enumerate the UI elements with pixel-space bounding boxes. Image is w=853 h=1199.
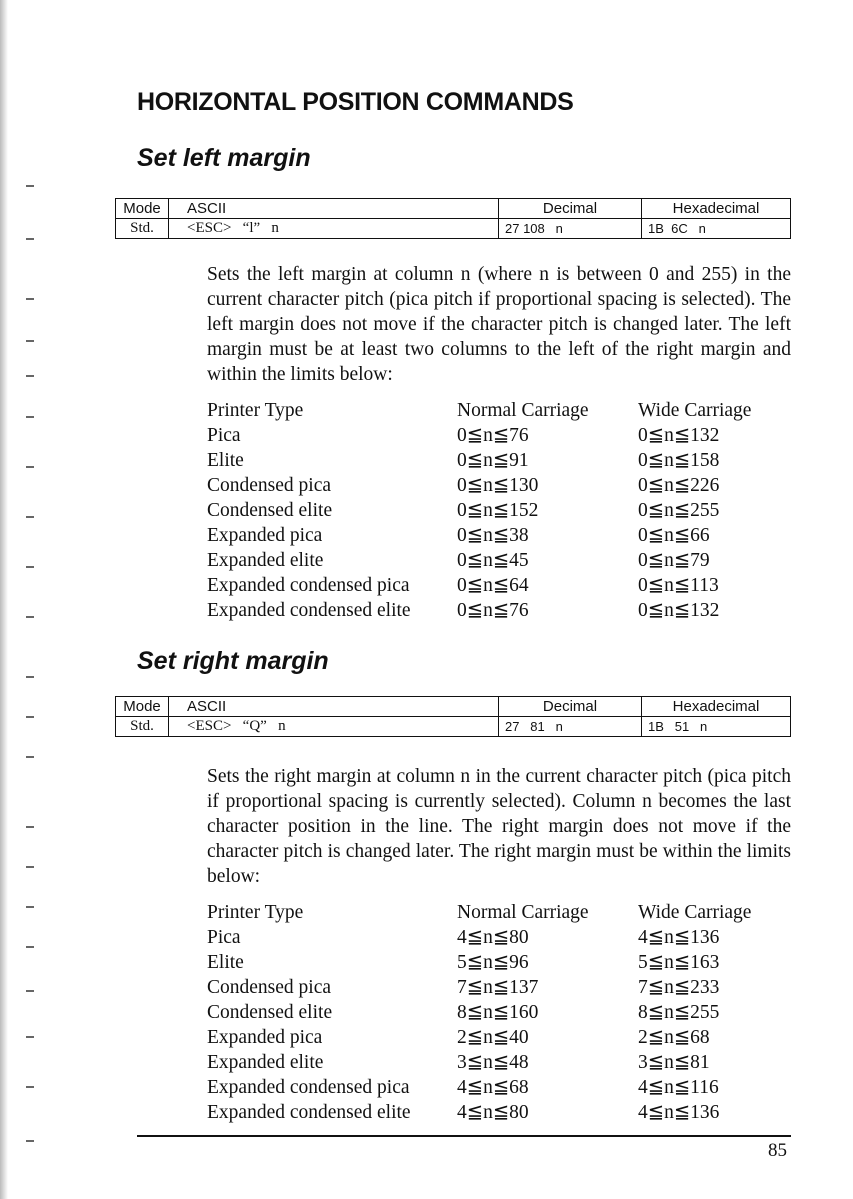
scan-artifact	[26, 238, 34, 240]
normal-carriage: 0≦n≦76	[457, 425, 529, 446]
wide-carriage: 5≦n≦163	[638, 952, 720, 973]
limits-table-left-margin	[207, 398, 751, 623]
limits-row	[207, 423, 751, 448]
limits-header-row	[207, 398, 751, 423]
scan-artifact	[26, 826, 34, 828]
limits-row	[207, 573, 751, 598]
normal-carriage: 0≦n≦130	[457, 475, 539, 496]
limits-row	[207, 1050, 751, 1075]
cell-mode: Std.	[116, 219, 169, 239]
cell-ascii: <ESC> “l” n	[169, 219, 499, 239]
wide-carriage: 0≦n≦255	[638, 500, 720, 521]
description-right-margin: Sets the right margin at column n in the current character pitch (pica pitch if proportional spacing is currently selected). Column n becomes the last character position in the line. The right margin does not move if the character pitch is changed later. The right margin must be within the limits below:	[207, 766, 791, 887]
scan-artifact	[26, 1140, 34, 1142]
limits-row	[207, 1075, 751, 1100]
normal-carriage: 7≦n≦137	[457, 977, 539, 998]
page-number: 85	[768, 1140, 787, 1161]
normal-carriage: 2≦n≦40	[457, 1027, 529, 1048]
printer-type: Condensed pica	[207, 977, 332, 998]
wide-carriage: 0≦n≦79	[638, 550, 710, 571]
wide-carriage: 0≦n≦66	[638, 525, 710, 546]
scan-artifact	[26, 866, 34, 868]
normal-carriage: 3≦n≦48	[457, 1052, 529, 1073]
command-table-left-margin	[115, 198, 791, 239]
scan-artifact	[26, 616, 34, 618]
cell-mode: Std.	[116, 717, 169, 737]
footer-rule	[137, 1135, 791, 1137]
limits-row	[207, 925, 751, 950]
printer-type: Printer Type	[207, 902, 304, 923]
wide-carriage: 4≦n≦116	[638, 1077, 719, 1098]
header-decimal: Decimal	[499, 697, 642, 717]
wide-carriage: 4≦n≦136	[638, 1102, 720, 1123]
normal-carriage: 8≦n≦160	[457, 1002, 539, 1023]
wide-carriage: 0≦n≦226	[638, 475, 720, 496]
scan-artifact	[26, 676, 34, 678]
scan-artifact	[26, 946, 34, 948]
wide-carriage: 0≦n≦158	[638, 450, 720, 471]
limits-row	[207, 1025, 751, 1050]
printer-type: Expanded condensed elite	[207, 600, 411, 621]
cell-ascii: <ESC> “Q” n	[169, 717, 499, 737]
wide-carriage: 0≦n≦132	[638, 425, 720, 446]
printer-type: Condensed elite	[207, 500, 333, 521]
scan-artifact	[26, 1086, 34, 1088]
printer-type: Expanded elite	[207, 550, 324, 571]
printer-type: Pica	[207, 927, 241, 948]
limits-row	[207, 448, 751, 473]
scan-artifact	[26, 1036, 34, 1038]
printer-type: Expanded pica	[207, 1027, 323, 1048]
wide-carriage: 0≦n≦113	[638, 575, 719, 596]
scan-artifact	[26, 185, 34, 187]
scan-artifact	[26, 566, 34, 568]
printer-type: Condensed elite	[207, 1002, 333, 1023]
limits-row	[207, 950, 751, 975]
scan-artifact	[26, 756, 34, 758]
wide-carriage: 7≦n≦233	[638, 977, 720, 998]
printer-type: Elite	[207, 952, 244, 973]
printer-type: Expanded condensed pica	[207, 1077, 410, 1098]
cell-hex: 1B 6C n	[642, 219, 791, 239]
cell-decimal: 27 108 n	[499, 219, 642, 239]
normal-carriage: 0≦n≦38	[457, 525, 529, 546]
scan-artifact	[26, 416, 34, 418]
scan-artifact	[26, 716, 34, 718]
header-decimal: Decimal	[499, 199, 642, 219]
binding-edge	[0, 0, 8, 1199]
printer-type: Expanded elite	[207, 1052, 324, 1073]
description-left-margin: Sets the left margin at column n (where n is between 0 and 255) in the current character pitch (pica pitch if proportional spacing is selected). The left margin does not move if the character pitch is changed later. The left margin must be at least two columns to the left of the right margin and within the limits below:	[207, 264, 791, 385]
scan-artifact	[26, 990, 34, 992]
normal-carriage: 4≦n≦68	[457, 1077, 529, 1098]
scan-artifact	[26, 340, 34, 342]
printer-type: Printer Type	[207, 400, 304, 421]
limits-row	[207, 1100, 751, 1125]
scan-artifact	[26, 298, 34, 300]
printer-type: Elite	[207, 450, 244, 471]
printer-type: Expanded pica	[207, 525, 323, 546]
limits-row	[207, 523, 751, 548]
wide-carriage: Wide Carriage	[638, 902, 752, 923]
wide-carriage: 2≦n≦68	[638, 1027, 710, 1048]
normal-carriage: 0≦n≦76	[457, 600, 529, 621]
limits-table-right-margin	[207, 900, 751, 1125]
wide-carriage: Wide Carriage	[638, 400, 752, 421]
limits-row	[207, 548, 751, 573]
section-heading-right-margin: Set right margin	[137, 647, 329, 675]
normal-carriage: 0≦n≦152	[457, 500, 539, 521]
normal-carriage: 4≦n≦80	[457, 1102, 529, 1123]
header-ascii: ASCII	[169, 199, 499, 219]
limits-header-row	[207, 900, 751, 925]
normal-carriage: 5≦n≦96	[457, 952, 529, 973]
normal-carriage: 0≦n≦45	[457, 550, 529, 571]
wide-carriage: 8≦n≦255	[638, 1002, 720, 1023]
header-mode: Mode	[116, 199, 169, 219]
section-heading-left-margin: Set left margin	[137, 144, 311, 172]
scan-artifact	[26, 906, 34, 908]
scan-artifact	[26, 375, 34, 377]
limits-row	[207, 498, 751, 523]
limits-row	[207, 473, 751, 498]
normal-carriage: 0≦n≦64	[457, 575, 529, 596]
cell-hex: 1B 51 n	[642, 717, 791, 737]
header-mode: Mode	[116, 697, 169, 717]
normal-carriage: Normal Carriage	[457, 400, 589, 421]
header-ascii: ASCII	[169, 697, 499, 717]
printer-type: Expanded condensed elite	[207, 1102, 411, 1123]
printer-type: Pica	[207, 425, 241, 446]
normal-carriage: 4≦n≦80	[457, 927, 529, 948]
wide-carriage: 0≦n≦132	[638, 600, 720, 621]
page-title: HORIZONTAL POSITION COMMANDS	[137, 88, 574, 116]
limits-row	[207, 598, 751, 623]
scan-artifact	[26, 466, 34, 468]
limits-row	[207, 1000, 751, 1025]
scan-artifact	[26, 516, 34, 518]
wide-carriage: 4≦n≦136	[638, 927, 720, 948]
header-hex: Hexadecimal	[642, 199, 791, 219]
printer-type: Expanded condensed pica	[207, 575, 410, 596]
wide-carriage: 3≦n≦81	[638, 1052, 710, 1073]
normal-carriage: Normal Carriage	[457, 902, 589, 923]
printer-type: Condensed pica	[207, 475, 332, 496]
cell-decimal: 27 81 n	[499, 717, 642, 737]
header-hex: Hexadecimal	[642, 697, 791, 717]
command-table-right-margin	[115, 696, 791, 737]
limits-row	[207, 975, 751, 1000]
normal-carriage: 0≦n≦91	[457, 450, 529, 471]
